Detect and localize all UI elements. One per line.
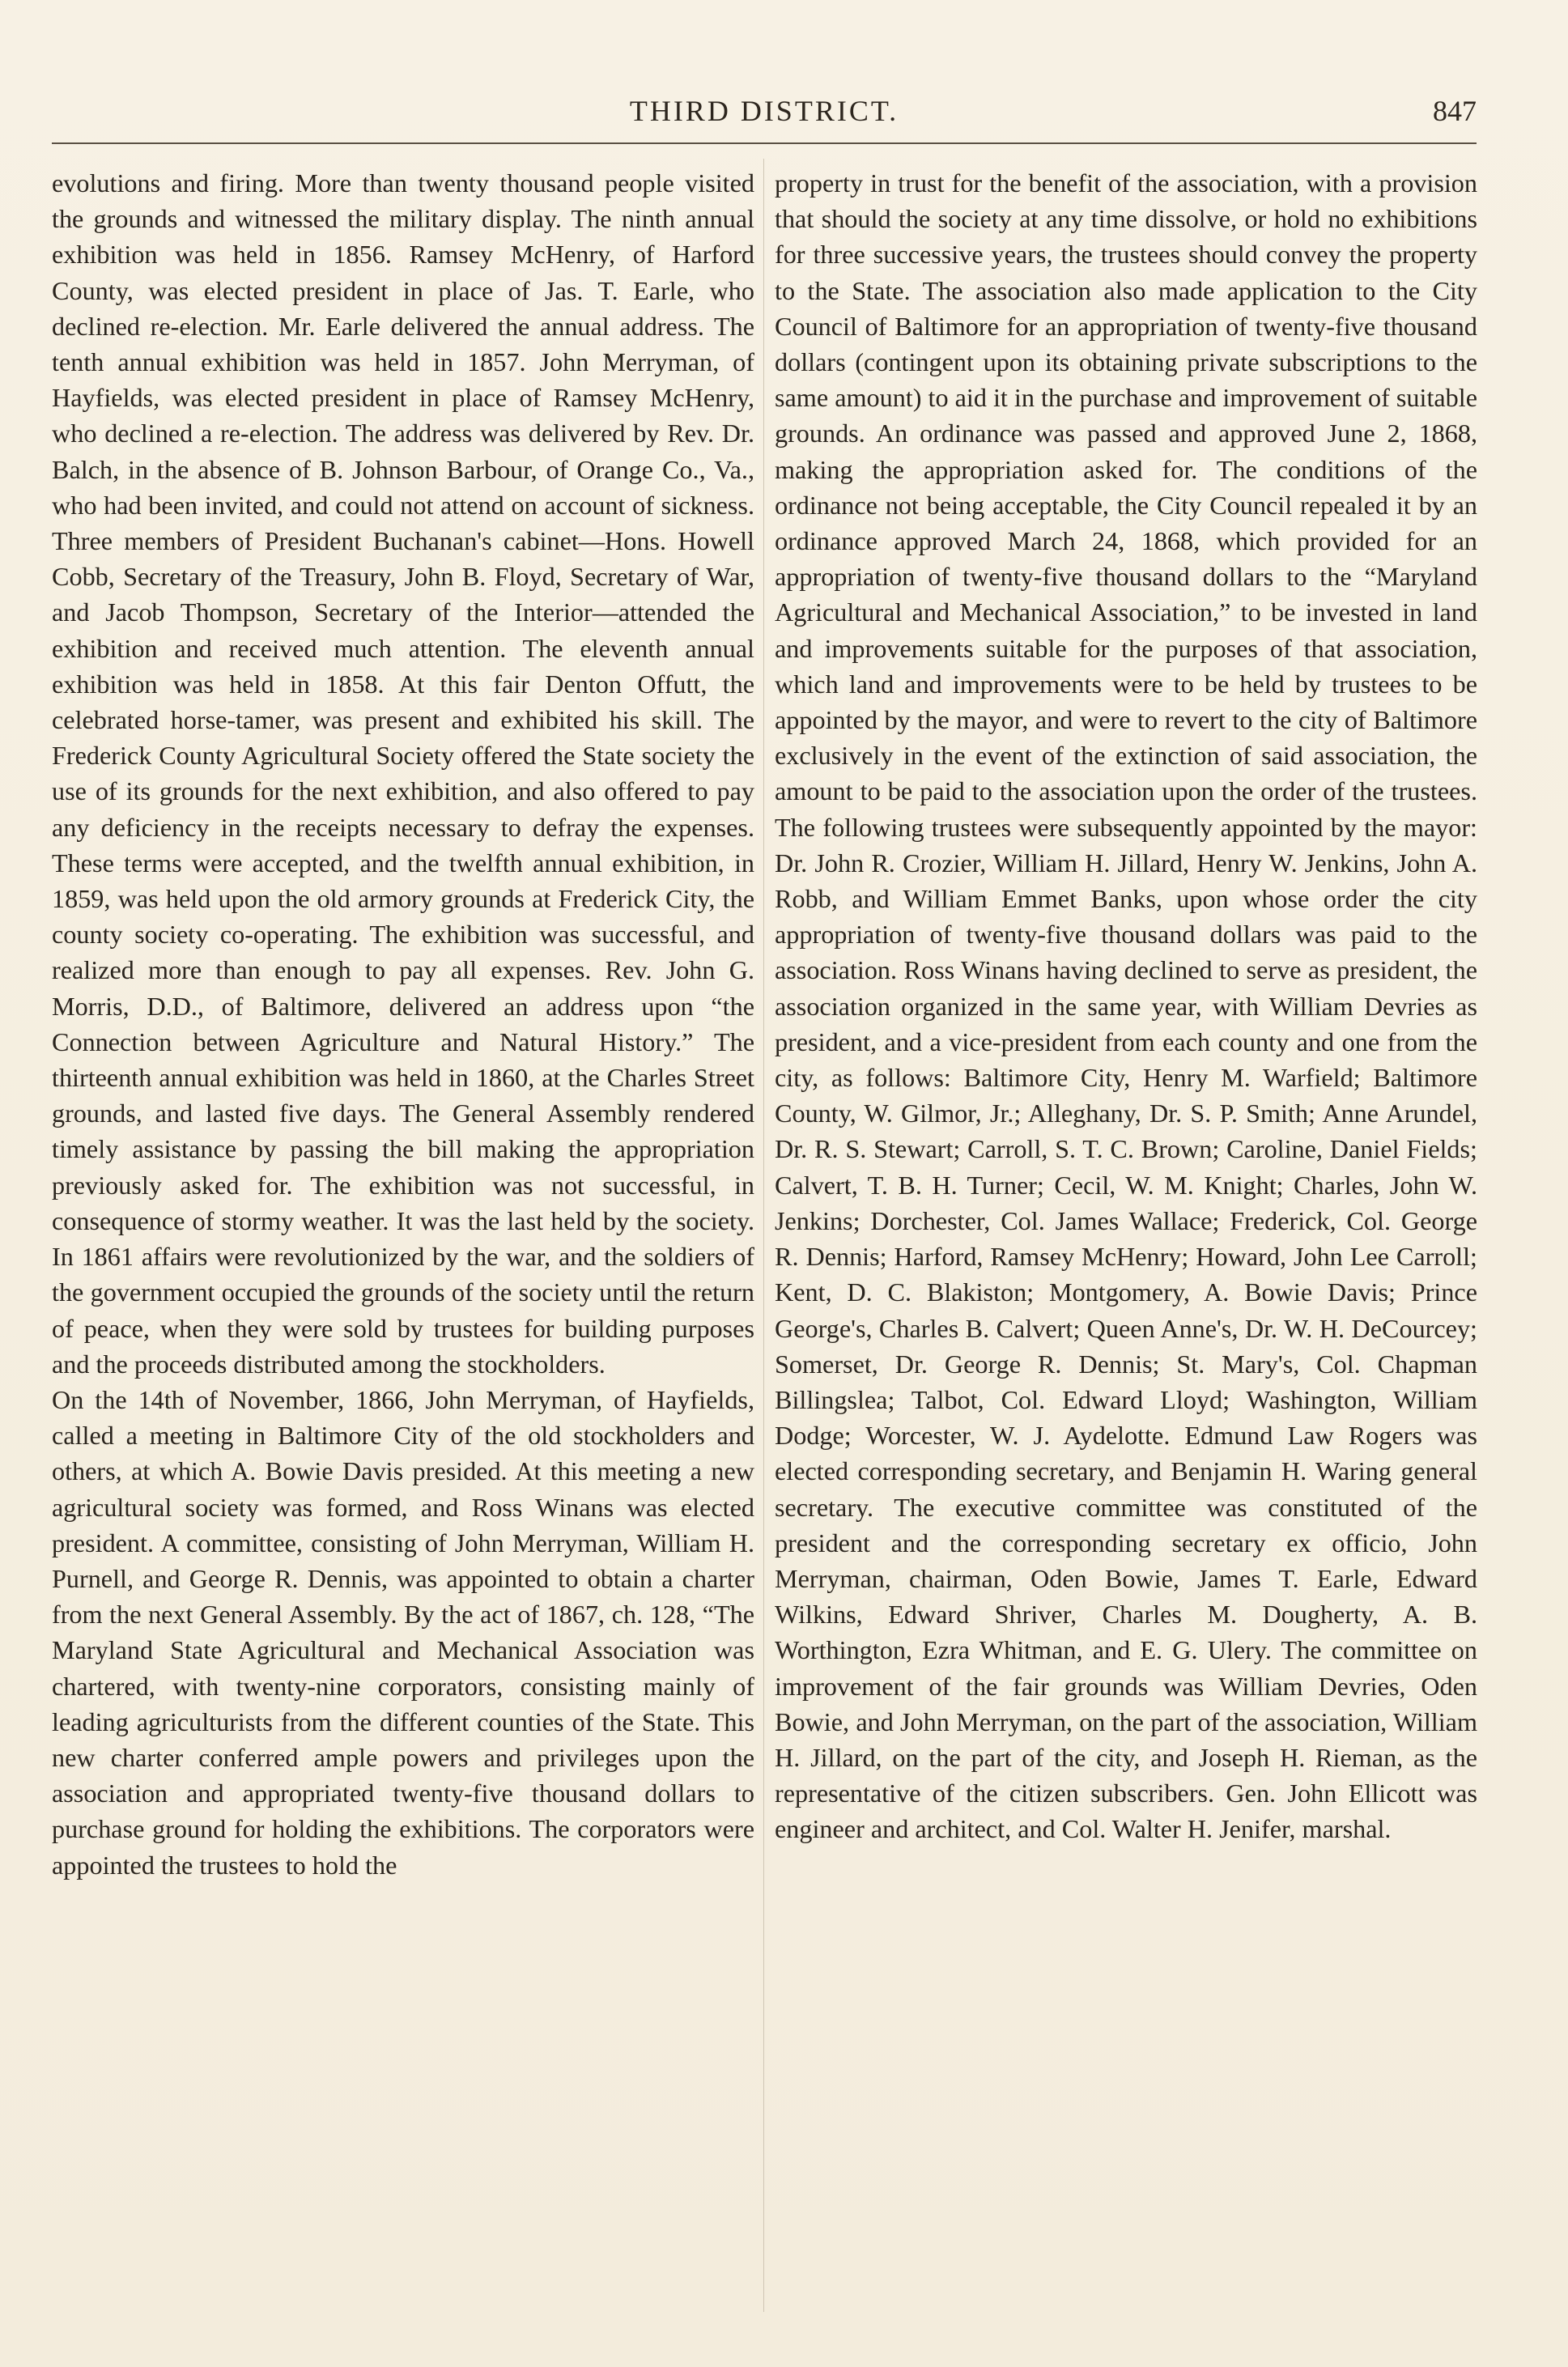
- running-head: THIRD DISTRICT.: [629, 95, 899, 127]
- header-rule: [52, 142, 1477, 144]
- left-paragraph-1: evolutions and firing. More than twenty thousand people visited the grounds and witnessed the military display. The ninth annual exhibition was held in 1856. Ramsey McHenry, of Harford County, was elected president in place of Jas. T. Earle, who declined re-election. Mr. Earle delivered the annual address. The tenth annual exhibition was held in 1857. John Merryman, of Hayfields, was elected president in place of Ramsey McHenry, who declined a re-election. The address was delivered by Rev. Dr. Balch, in the absence of B. Johnson Barbour, of Orange Co., Va., who had been invited, and could not attend on account of sickness. Three members of President Buchanan's cabinet—Hons. Howell Cobb, Secretary of the Treasury, John B. Floyd, Secretary of War, and Jacob Thompson, Secretary of the Interior—attended the exhibition and received much attention. The eleventh annual exhibition was held in 1858. At this fair Denton Offutt, the celebrated horse-tamer, was present and exhibited his skill. The Frederick County Agricultural Society offered the State society the use of its grounds for the next exhibition, and also offered to pay any deficiency in the receipts necessary to defray the expenses. These terms were accepted, and the twelfth annual exhibition, in 1859, was held upon the old armory grounds at Frederick City, the county society co-operating. The exhibition was successful, and realized more than enough to pay all expenses. Rev. John G. Morris, D.D., of Baltimore, delivered an address upon “the Connection between Agriculture and Natural History.” The thirteenth annual exhibition was held in 1860, at the Charles Street grounds, and lasted five days. The General Assembly rendered timely assistance by passing the bill making the appropriation previously asked for. The exhibition was not successful, in consequence of stormy weather. It was the last held by the society. In 1861 affairs were revolutionized by the war, and the soldiers of the government occupied the grounds of the society until the return of peace, when they were sold by trustees for building purposes and the proceeds distributed among the stockholders.: [52, 168, 754, 1379]
- page-number: 847: [1433, 95, 1477, 127]
- left-column: [52, 165, 754, 1883]
- right-paragraph-1: property in trust for the benefit of the association, with a provision that should the society at any time dissolve, or hold no exhibitions for three successive years, the trustees should convey the property to the State. The association also made application to the City Council of Baltimore for an appropriation of twenty-five thousand dollars (contingent upon its obtaining private subscriptions to the same amount) to aid it in the purchase and improvement of suitable grounds. An ordinance was passed and approved June 2, 1868, making the appropriation asked for. The conditions of the ordinance not being acceptable, the City Council repealed it by an ordinance approved March 24, 1868, which provided for an appropriation of twenty-five thousand dollars to the “Maryland Agricultural and Mechanical Association,” to be invested in land and improvements suitable for the purposes of that association, which land and improvements were to be held by trustees to be appointed by the mayor, and were to revert to the city of Baltimore exclusively in the event of the extinction of said association, the amount to be paid to the association upon the order of the trustees. The following trustees were subsequently appointed by the mayor: Dr. John R. Crozier, William H. Jillard, Henry W. Jenkins, John A. Robb, and William Emmet Banks, upon whose order the city appropriation of twenty-five thousand dollars was paid to the association. Ross Winans having declined to serve as president, the association organized in the same year, with William Devries as president, and a vice-president from each county and one from the city, as follows: Baltimore City, Henry M. Warfield; Baltimore County, W. Gilmor, Jr.; Alleghany, Dr. S. P. Smith; Anne Arundel, Dr. R. S. Stewart; Carroll, S. T. C. Brown; Caroline, Daniel Fields; Calvert, T. B. H. Turner; Cecil, W. M. Knight; Charles, John W. Jenkins; Dorchester, Col. James Wallace; Frederick, Col. George R. Dennis; Harford, Ramsey McHenry; Howard, John Lee Carroll; Kent, D. C. Blakiston; Montgomery, A. Bowie Davis; Prince George's, Charles B. Calvert; Queen Anne's, Dr. W. H. DeCourcey; Somerset, Dr. George R. Dennis; St. Mary's, Col. Chapman Billingslea; Talbot, Col. Edward Lloyd; Washington, William Dodge; Worcester, W. J. Aydelotte. Edmund Law Rogers was elected corresponding secretary, and Benjamin H. Waring general secretary. The executive committee was constituted of the president and the corresponding secretary ex officio, John Merryman, chairman, Oden Bowie, James T. Earle, Edward Wilkins, Edward Shriver, Charles M. Dougherty, A. B. Worthington, Ezra Whitman, and E. G. Ulery. The committee on improvement of the fair grounds was William Devries, Oden Bowie, and John Merryman, on the part of the association, William H. Jillard, on the part of the city, and Joseph H. Rieman, as the representative of the citizen subscribers. Gen. John Ellicott was engineer and architect, and Col. Walter H. Jenifer, marshal.: [775, 168, 1477, 1844]
- column-divider: [763, 159, 764, 2312]
- right-column: [775, 165, 1477, 1847]
- left-paragraph-2: On the 14th of November, 1866, John Merryman, of Hayfields, called a meeting in Baltimore City of the old stockholders and others, at which A. Bowie Davis presided. At this meeting a new agricultural society was formed, and Ross Winans was elected president. A committee, consisting of John Merryman, William H. Purnell, and George R. Dennis, was appointed to obtain a charter from the next General Assembly. By the act of 1867, ch. 128, “The Maryland State Agricultural and Mechanical Association was chartered, with twenty-nine corporators, consisting mainly of leading agriculturists from the different counties of the State. This new charter conferred ample powers and privileges upon the association and appropriated twenty-five thousand dollars to purchase ground for holding the exhibitions. The corporators were appointed the trustees to hold the: [52, 1384, 754, 1880]
- page-header: [52, 91, 1477, 131]
